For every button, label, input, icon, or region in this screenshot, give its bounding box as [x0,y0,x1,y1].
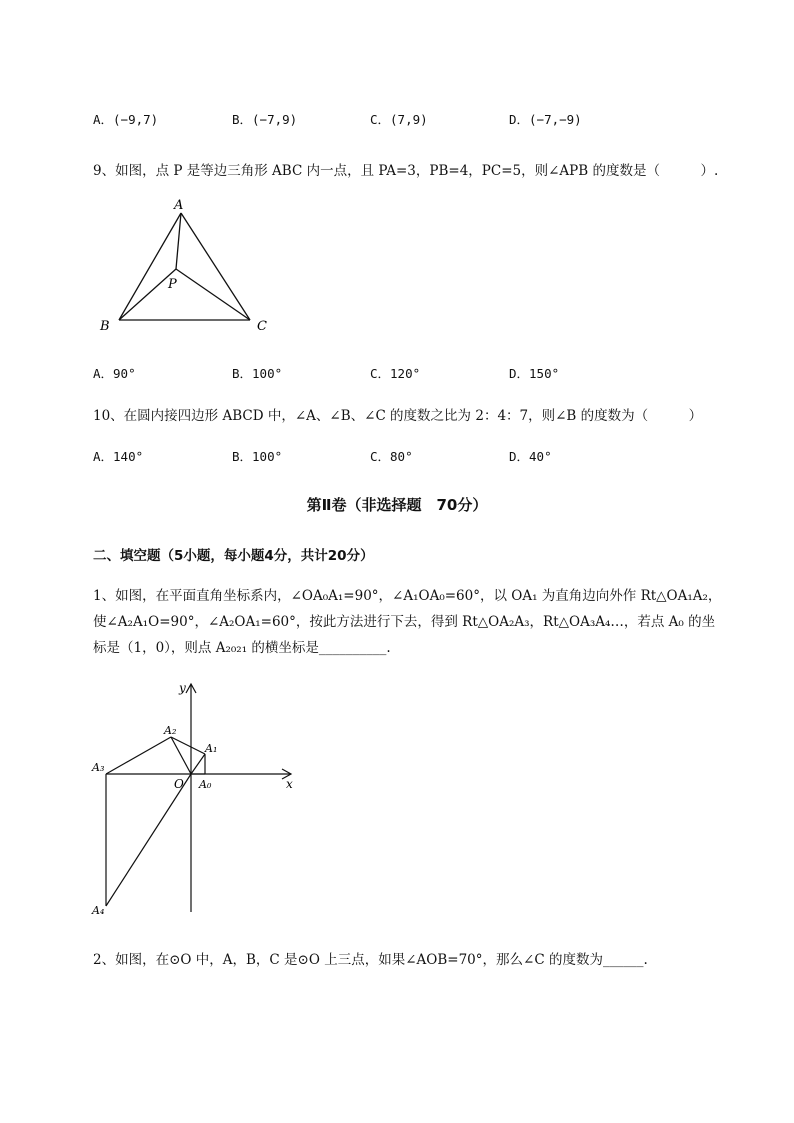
label-a: A [174,198,184,213]
part2-title: 第Ⅱ卷（非选择题 70分） [306,496,488,514]
f2-text: 2、如图，在⊙O 中，A，B，C 是⊙O 上三点，如果∠AOB=70°，那么∠C 的度数为______. [93,952,648,968]
segment-oa4 [106,774,191,906]
q9-triangle-figure [90,190,290,340]
q9-option-a: A．90° [93,366,136,381]
q10-option-a: A．140° [93,449,144,464]
section2-title: 二、填空题（5小题，每小题4分，共计20分） [93,548,374,564]
f1-line-1: 1、如图，在平面直角坐标系内，∠OA₀A₁=90°，∠A₁OA₀=60°，以 OA₁ 为直角边向外作 Rt△OA₁A₂， [93,588,722,604]
q10-option-d: D．40° [509,449,552,464]
q8-option-d: D．(−7,−9) [509,112,582,127]
label-a1: A₁ [205,742,218,755]
q10-option-b: B．100° [232,449,283,464]
label-x: x [286,777,293,791]
f1-coordinate-figure [88,676,308,921]
q9-text: 9、如图，点 P 是等边三角形 ABC 内一点，且 PA=3，PB=4，PC=5，则∠APB 的度数是（ ）. [93,163,719,179]
q10-option-c: C．80° [370,449,413,464]
label-p: P [168,277,177,292]
q9-option-c: C．120° [370,366,421,381]
f1-line-3: 标是（1，0），则点 A₂₀₂₁ 的横坐标是__________. [93,640,391,656]
side-ac [181,213,250,320]
label-a2: A₂ [164,724,177,737]
label-o: O [174,777,184,791]
label-a4: A₄ [92,904,105,917]
label-a3: A₃ [92,761,105,774]
label-y: y [179,681,186,695]
f1-line-2: 使∠A₂A₁O=90°，∠A₂OA₁=60°，按此方法进行下去，得到 Rt△OA₂A₃，Rt△OA₃A₄…，若点 A₀ 的坐 [93,614,716,630]
q8-option-c: C．(7,9) [370,112,428,127]
q9-option-b: B．100° [232,366,283,381]
q10-text: 10、在圆内接四边形 ABCD 中，∠A、∠B、∠C 的度数之比为 2：4：7，则∠B 的度数为（ ） [93,408,703,424]
f1-paragraph [93,583,733,661]
q9-option-d: D．150° [509,366,560,381]
side-ab [119,213,181,320]
segment-oa1 [191,754,205,774]
label-b: B [100,319,110,334]
label-c: C [257,319,267,334]
segment-a2a3 [106,737,171,774]
q8-option-b: B．(−7,9) [232,112,298,127]
q8-option-a: A．(−9,7) [93,112,159,127]
segment-pc [176,269,250,320]
label-a0: A₀ [199,778,212,791]
